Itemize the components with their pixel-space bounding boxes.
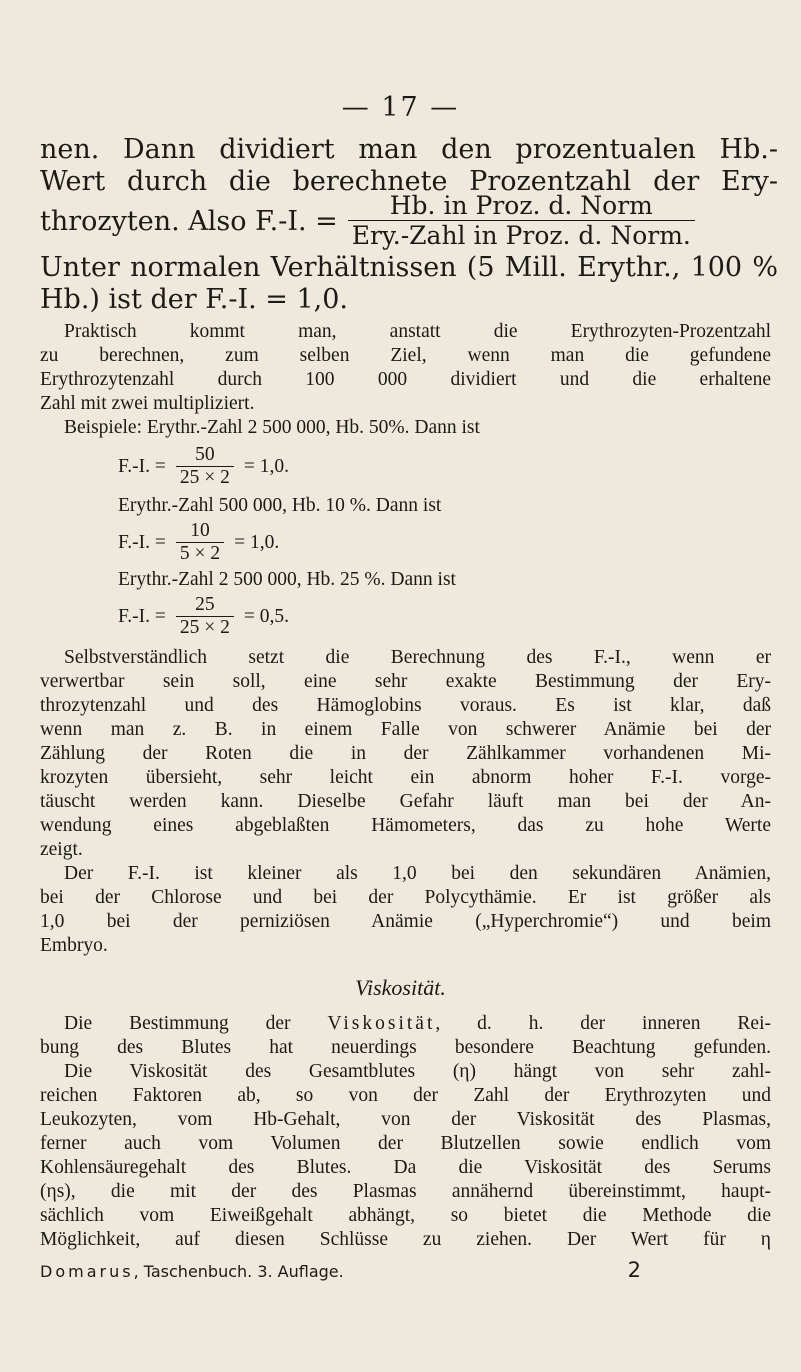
fraction-numerator: Hb. in Proz. d. Norm	[389, 191, 653, 220]
text-line: verwertbar sein soll, eine sehr exakte Bestimmung der Ery-	[40, 671, 771, 692]
text-line: Hb.) ist der F.-I. = 1,0.	[40, 284, 348, 315]
fraction-numerator: 50	[195, 444, 215, 465]
fraction-denominator: Ery.-Zahl in Proz. d. Norm.	[348, 220, 695, 251]
formula-example-2	[118, 520, 279, 565]
text-line: Erythrozytenzahl durch 100 000 dividiert und die erhaltene	[40, 369, 771, 390]
signature-mark: 2	[627, 1258, 641, 1282]
text-line: sächlich vom Eiweißgehalt abhängt, so bietet die Methode die	[40, 1205, 771, 1226]
fraction-denominator: 25 × 2	[176, 616, 234, 639]
text-span: , d. h. der inneren Rei-	[435, 1013, 771, 1034]
fraction	[176, 520, 224, 565]
text-line: (ηs), die mit der des Plasmas annähernd übereinstimmt, haupt-	[40, 1181, 771, 1202]
fraction	[176, 594, 234, 639]
section-heading: Viskosität.	[355, 975, 446, 1000]
footer-author: Domarus	[40, 1262, 134, 1281]
text-line: täuscht werden kann. Dieselbe Gefahr läuft man bei der An-	[40, 791, 771, 812]
example-line: Beispiele: Erythr.-Zahl 2 500 000, Hb. 50%. Dann ist	[64, 417, 480, 438]
fraction-numerator: 25	[195, 594, 215, 615]
text-line: Praktisch kommt man, anstatt die Erythrozyten-Prozentzahl	[64, 321, 771, 342]
footer-title: , Taschenbuch. 3. Auflage.	[133, 1262, 344, 1281]
formula-example-3	[118, 594, 289, 639]
text-line: zu berechnen, zum selben Ziel, wenn man die gefundene	[40, 345, 771, 366]
text-line: Möglichkeit, auf diesen Schlüsse zu ziehen. Der Wert für η	[40, 1229, 771, 1250]
text-line: Embryo.	[40, 935, 108, 956]
text-line: Zahl mit zwei multipliziert.	[40, 393, 255, 414]
text-line: wenn man z. B. in einem Falle von schwerer Anämie bei der	[40, 719, 771, 740]
text-line: wendung eines abgeblaßten Hämometers, das zu hohe Werte	[40, 815, 771, 836]
text-line: zeigt.	[40, 839, 83, 860]
fraction-numerator: 10	[190, 520, 210, 541]
formula-rhs: = 1,0.	[243, 455, 290, 477]
text-line: bei der Chlorose und bei der Polycythämie. Er ist größer als	[40, 887, 771, 908]
text-line: Der F.-I. ist kleiner als 1,0 bei den sekundären Anämien,	[64, 863, 771, 884]
text-line: Leukozyten, vom Hb-Gehalt, von der Viskosität des Plasmas,	[40, 1109, 771, 1130]
text-line: throzytenzahl und des Hämoglobins voraus. Es ist klar, daß	[40, 695, 771, 716]
formula-rhs: = 0,5.	[243, 605, 290, 627]
text-line: Selbstverständlich setzt die Berechnung des F.-I., wenn er	[64, 647, 771, 668]
text-line: Unter normalen Verhältnissen (5 Mill. Erythr., 100 %	[40, 252, 778, 283]
formula-lhs: F.-I. =	[118, 605, 166, 627]
formula-lhs: F.-I. =	[118, 531, 166, 553]
example-line: Erythr.-Zahl 500 000, Hb. 10 %. Dann ist	[118, 495, 442, 516]
text-line: krozyten übersieht, sehr leicht ein abnorm hoher F.-I. vorge-	[40, 767, 771, 788]
fraction	[348, 192, 695, 251]
text-line: Die Viskosität des Gesamtblutes (η) hängt von sehr zahl-	[64, 1061, 771, 1082]
text-line: Kohlensäuregehalt des Blutes. Da die Viskosität des Serums	[40, 1157, 771, 1178]
formula-lhs: F.-I. =	[118, 455, 166, 477]
page-number: — 17 —	[341, 92, 460, 123]
spaced-term: Viskosität	[327, 1013, 436, 1034]
formula-prefix: throzyten. Also F.-I. =	[40, 206, 338, 237]
text-line: Zählung der Roten die in der Zählkammer vorhandenen Mi-	[40, 743, 771, 764]
example-line: Erythr.-Zahl 2 500 000, Hb. 25 %. Dann ist	[118, 569, 456, 590]
fraction-denominator: 25 × 2	[176, 466, 234, 489]
text-line: reichen Faktoren ab, so von der Zahl der Erythrozyten und	[40, 1085, 771, 1106]
text-span: Die Bestimmung der	[64, 1013, 291, 1034]
text-line: Wert durch die berechnete Prozentzahl der Ery-	[40, 166, 778, 197]
formula-example-1	[118, 444, 289, 489]
formula-rhs: = 1,0.	[234, 531, 280, 553]
text-line: 1,0 bei der perniziösen Anämie („Hyperchromie“) und beim	[40, 911, 771, 932]
text-line: ferner auch vom Volumen der Blutzellen sowie endlich vom	[40, 1133, 771, 1154]
fraction	[176, 444, 234, 489]
footer	[40, 1258, 771, 1282]
text-line: bung des Blutes hat neuerdings besondere Beachtung gefunden.	[40, 1037, 771, 1058]
text-line: nen. Dann dividiert man den prozentualen Hb.-	[40, 134, 778, 165]
formula-fi-definition	[40, 192, 705, 251]
fraction-denominator: 5 × 2	[176, 542, 224, 565]
text-line	[64, 1012, 771, 1036]
